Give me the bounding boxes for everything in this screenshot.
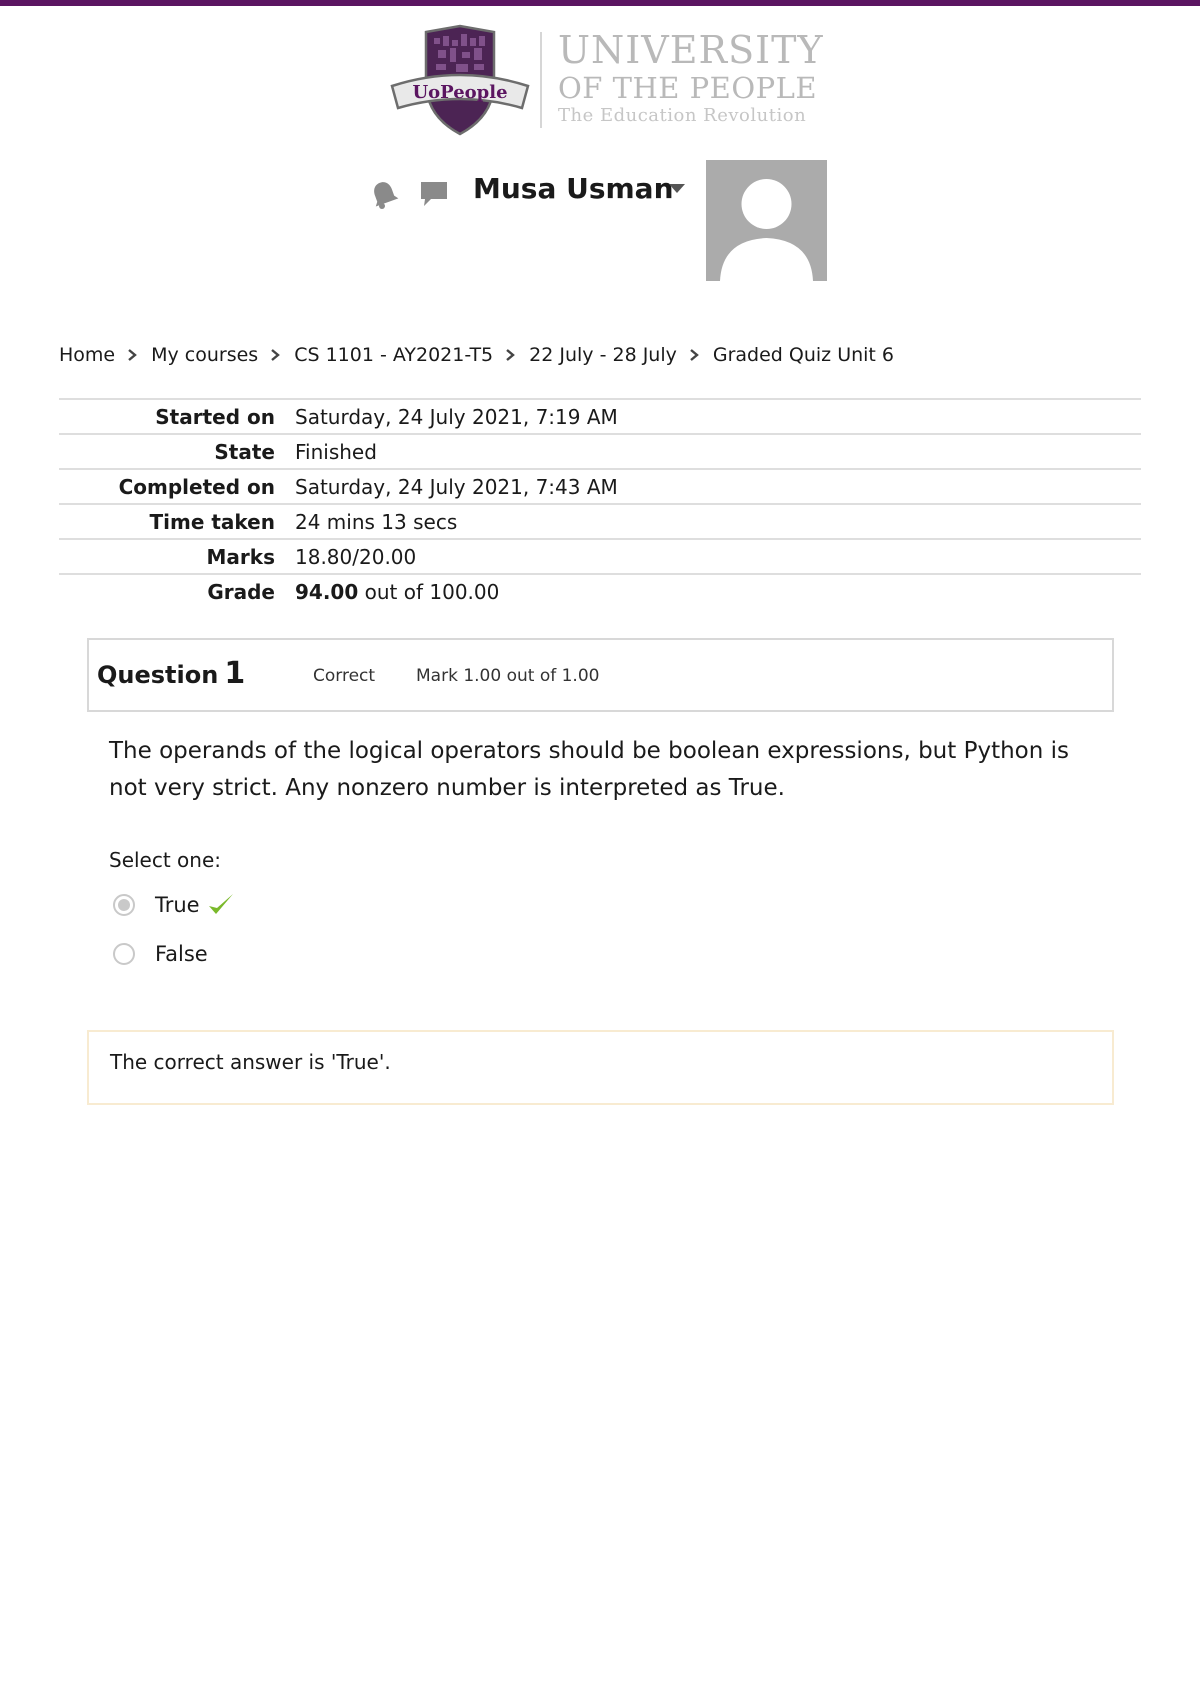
summary-row-state xyxy=(59,434,1141,469)
option-label: True xyxy=(155,893,200,917)
summary-label: State xyxy=(214,439,275,464)
answer-option-true[interactable] xyxy=(113,890,236,920)
site-logo[interactable] xyxy=(390,24,824,138)
radio-button[interactable] xyxy=(113,943,135,965)
question-number: 1 xyxy=(224,656,246,691)
summary-label: Grade xyxy=(207,580,275,604)
logo-divider xyxy=(540,32,542,128)
user-bar xyxy=(368,160,838,280)
attempt-summary-table xyxy=(59,398,1141,609)
breadcrumb-my-courses[interactable]: My courses xyxy=(151,344,259,366)
avatar-silhouette-icon xyxy=(706,160,827,281)
caret-down-icon[interactable] xyxy=(669,184,685,193)
breadcrumb-quiz[interactable]: Graded Quiz Unit 6 xyxy=(712,344,894,366)
chevron-right-icon xyxy=(503,348,517,362)
question-state: Correct xyxy=(313,666,376,686)
question-label: Question xyxy=(97,661,219,689)
summary-value xyxy=(295,574,1141,609)
logo-wordmark xyxy=(558,28,824,128)
breadcrumb-home[interactable]: Home xyxy=(59,344,116,366)
chat-icon[interactable] xyxy=(418,178,450,210)
chevron-right-icon xyxy=(687,348,701,362)
radio-button-selected[interactable] xyxy=(113,894,135,916)
summary-value: Saturday, 24 July 2021, 7:19 AM xyxy=(295,404,618,429)
user-avatar[interactable] xyxy=(706,160,827,281)
breadcrumb xyxy=(59,344,894,366)
summary-row-completed xyxy=(59,469,1141,504)
summary-label: Marks xyxy=(206,544,275,569)
uopeople-crest-icon xyxy=(390,24,530,138)
logo-line-1: UNIVERSITY xyxy=(558,28,824,72)
option-label: False xyxy=(155,942,208,966)
summary-value: Saturday, 24 July 2021, 7:43 AM xyxy=(295,474,618,499)
summary-row-marks xyxy=(59,539,1141,574)
bell-icon[interactable] xyxy=(368,178,400,210)
logo-line-2: OF THE PEOPLE xyxy=(558,71,818,105)
summary-value: 24 mins 13 secs xyxy=(295,509,458,534)
correct-answer-feedback xyxy=(87,1030,1114,1105)
grade-out-of: out of 100.00 xyxy=(358,580,500,604)
question-text: The operands of the logical operators should be boolean expressions, but Python is not very strict. Any nonzero number is interpreted as True. xyxy=(109,738,1069,801)
chevron-right-icon xyxy=(268,348,282,362)
top-accent-bar xyxy=(0,0,1200,6)
summary-label: Started on xyxy=(155,404,275,429)
correct-check-icon xyxy=(206,890,236,920)
svg-text:UoPeople: UoPeople xyxy=(412,82,508,103)
summary-value: 18.80/20.00 xyxy=(295,544,417,569)
question-info-box xyxy=(87,638,1114,712)
logo-tagline: The Education Revolution xyxy=(558,105,807,126)
summary-label: Time taken xyxy=(149,509,275,534)
grade-score: 94.00 xyxy=(295,580,359,604)
summary-row-started xyxy=(59,399,1141,434)
user-name[interactable]: Musa Usman xyxy=(473,172,674,205)
summary-label: Completed on xyxy=(118,474,275,499)
summary-row-time-taken xyxy=(59,504,1141,539)
chevron-right-icon xyxy=(125,348,139,362)
question-mark: Mark 1.00 out of 1.00 xyxy=(416,666,600,686)
question-title xyxy=(97,656,245,691)
breadcrumb-course[interactable]: CS 1101 - AY2021-T5 xyxy=(294,344,494,366)
breadcrumb-week[interactable]: 22 July - 28 July xyxy=(529,344,677,366)
summary-value: Finished xyxy=(295,439,377,464)
answer-prompt: Select one: xyxy=(109,848,222,872)
summary-row-grade xyxy=(59,574,1141,609)
answer-option-false[interactable] xyxy=(113,939,208,969)
feedback-text: The correct answer is 'True'. xyxy=(110,1050,391,1074)
